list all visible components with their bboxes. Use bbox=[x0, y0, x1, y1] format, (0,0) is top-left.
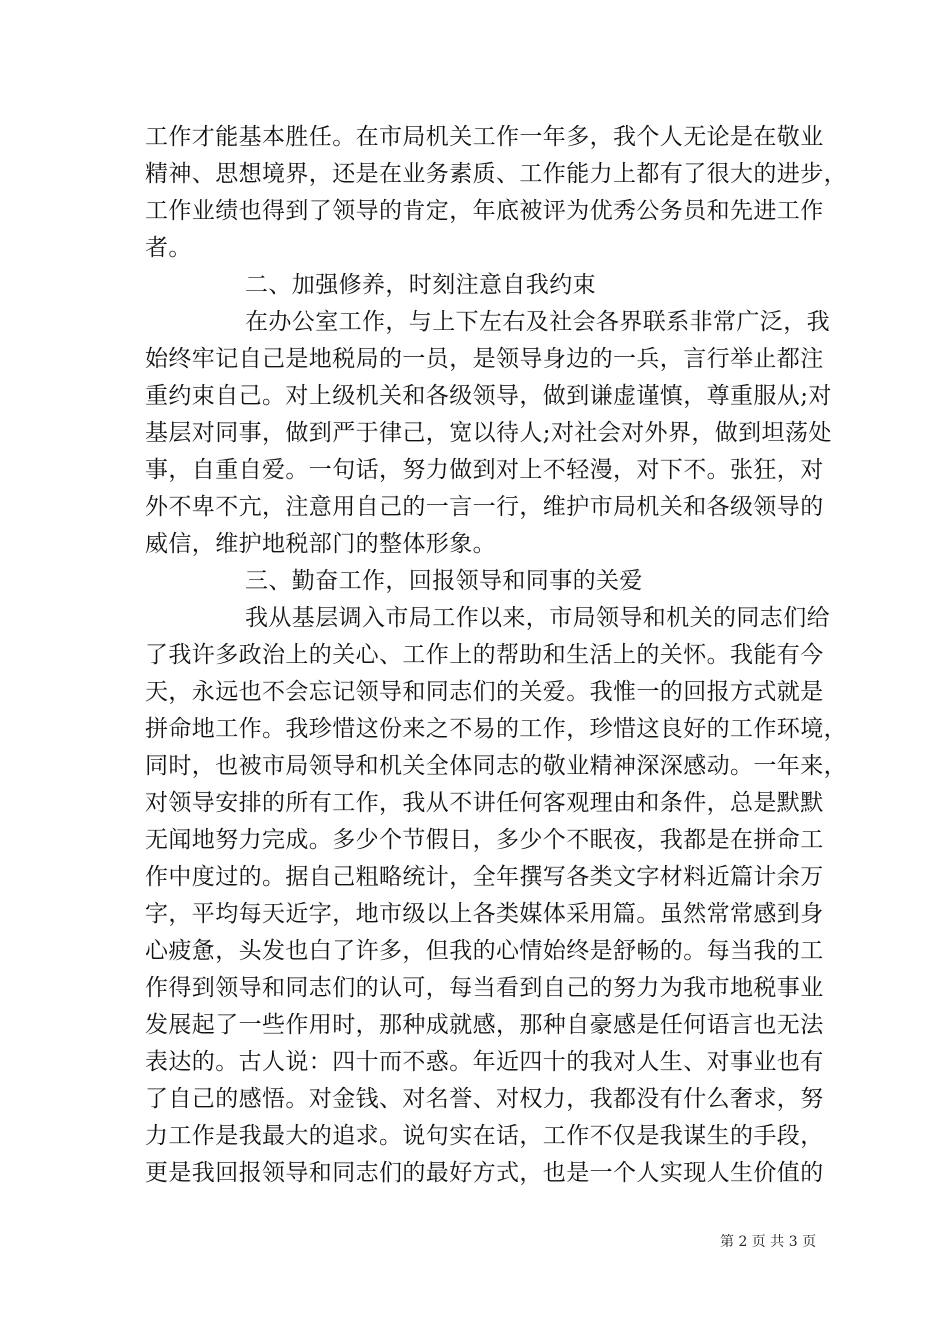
text-line: 外不卑不亢，注意用自己的一言一行，维护市局机关和各级领导的 bbox=[145, 494, 824, 520]
text-line: 重约束自己。对上级机关和各级领导，做到谦虚谨慎，尊重服从;对 bbox=[145, 383, 832, 409]
text-line: 心疲惫，头发也白了许多，但我的心情始终是舒畅的。每当我的工 bbox=[145, 938, 824, 964]
text-line: 无闻地努力完成。多少个节假日，多少个不眠夜，我都是在拼命工 bbox=[145, 827, 824, 853]
text-line: 作中度过的。据自己粗略统计，全年撰写各类文字材料近篇计余万 bbox=[145, 864, 824, 890]
text-line: 发展起了一些作用时，那种成就感，那种自豪感是任何语言也无法 bbox=[145, 1012, 824, 1038]
text-line: 始终牢记自己是地税局的一员，是领导身边的一兵，言行举止都注 bbox=[145, 346, 824, 372]
text-line: 更是我回报领导和同志们的最好方式，也是一个人实现人生价值的 bbox=[145, 1160, 824, 1186]
text-line: 我从基层调入市局工作以来，市局领导和机关的同志们给 bbox=[245, 605, 830, 631]
text-line: 事，自重自爱。一句话，努力做到对上不轻漫，对下不。张狂，对 bbox=[145, 457, 824, 483]
text-line: 在办公室工作，与上下左右及社会各界联系非常广泛，我 bbox=[245, 309, 830, 335]
text-line: 了我许多政治上的关心、工作上的帮助和生活上的关怀。我能有今 bbox=[145, 642, 824, 668]
text-line: 了自己的感悟。对金钱、对名誉、对权力，我都没有什么奢求，努 bbox=[145, 1086, 824, 1112]
text-line: 作得到领导和同志们的认可，每当看到自己的努力为我市地税事业 bbox=[145, 975, 824, 1001]
text-line: 表达的。古人说：四十而不惑。年近四十的我对人生、对事业也有 bbox=[145, 1049, 824, 1075]
text-line: 同时，也被市局领导和机关全体同志的敬业精神深深感动。一年来， bbox=[145, 753, 847, 779]
text-line: 精神、思想境界，还是在业务素质、工作能力上都有了很大的进步， bbox=[145, 161, 847, 187]
text-line: 天，永远也不会忘记领导和同志们的关爱。我惟一的回报方式就是 bbox=[145, 679, 824, 705]
text-line: 工作业绩也得到了领导的肯定，年底被评为优秀公务员和先进工作 bbox=[145, 198, 824, 224]
page-number: 第 2 页 共 3 页 bbox=[720, 1234, 817, 1250]
section-heading: 三、勤奋工作，回报领导和同事的关爱 bbox=[245, 568, 643, 594]
text-line: 拼命地工作。我珍惜这份来之不易的工作，珍惜这良好的工作环境， bbox=[145, 716, 847, 742]
text-line: 基层对同事，做到严于律己，宽以待人;对社会对外界，做到坦荡处 bbox=[145, 420, 832, 446]
section-heading: 二、加强修养，时刻注意自我约束 bbox=[245, 272, 596, 298]
text-line: 字，平均每天近字，地市级以上各类媒体采用篇。虽然常常感到身 bbox=[145, 901, 824, 927]
text-line: 对领导安排的所有工作，我从不讲任何客观理由和条件，总是默默 bbox=[145, 790, 824, 816]
text-line: 威信，维护地税部门的整体形象。 bbox=[145, 531, 496, 557]
text-line: 工作才能基本胜任。在市局机关工作一年多，我个人无论是在敬业 bbox=[145, 124, 824, 150]
text-line: 力工作是我最大的追求。说句实在话，工作不仅是我谋生的手段， bbox=[145, 1123, 824, 1149]
text-line: 者。 bbox=[145, 235, 192, 261]
